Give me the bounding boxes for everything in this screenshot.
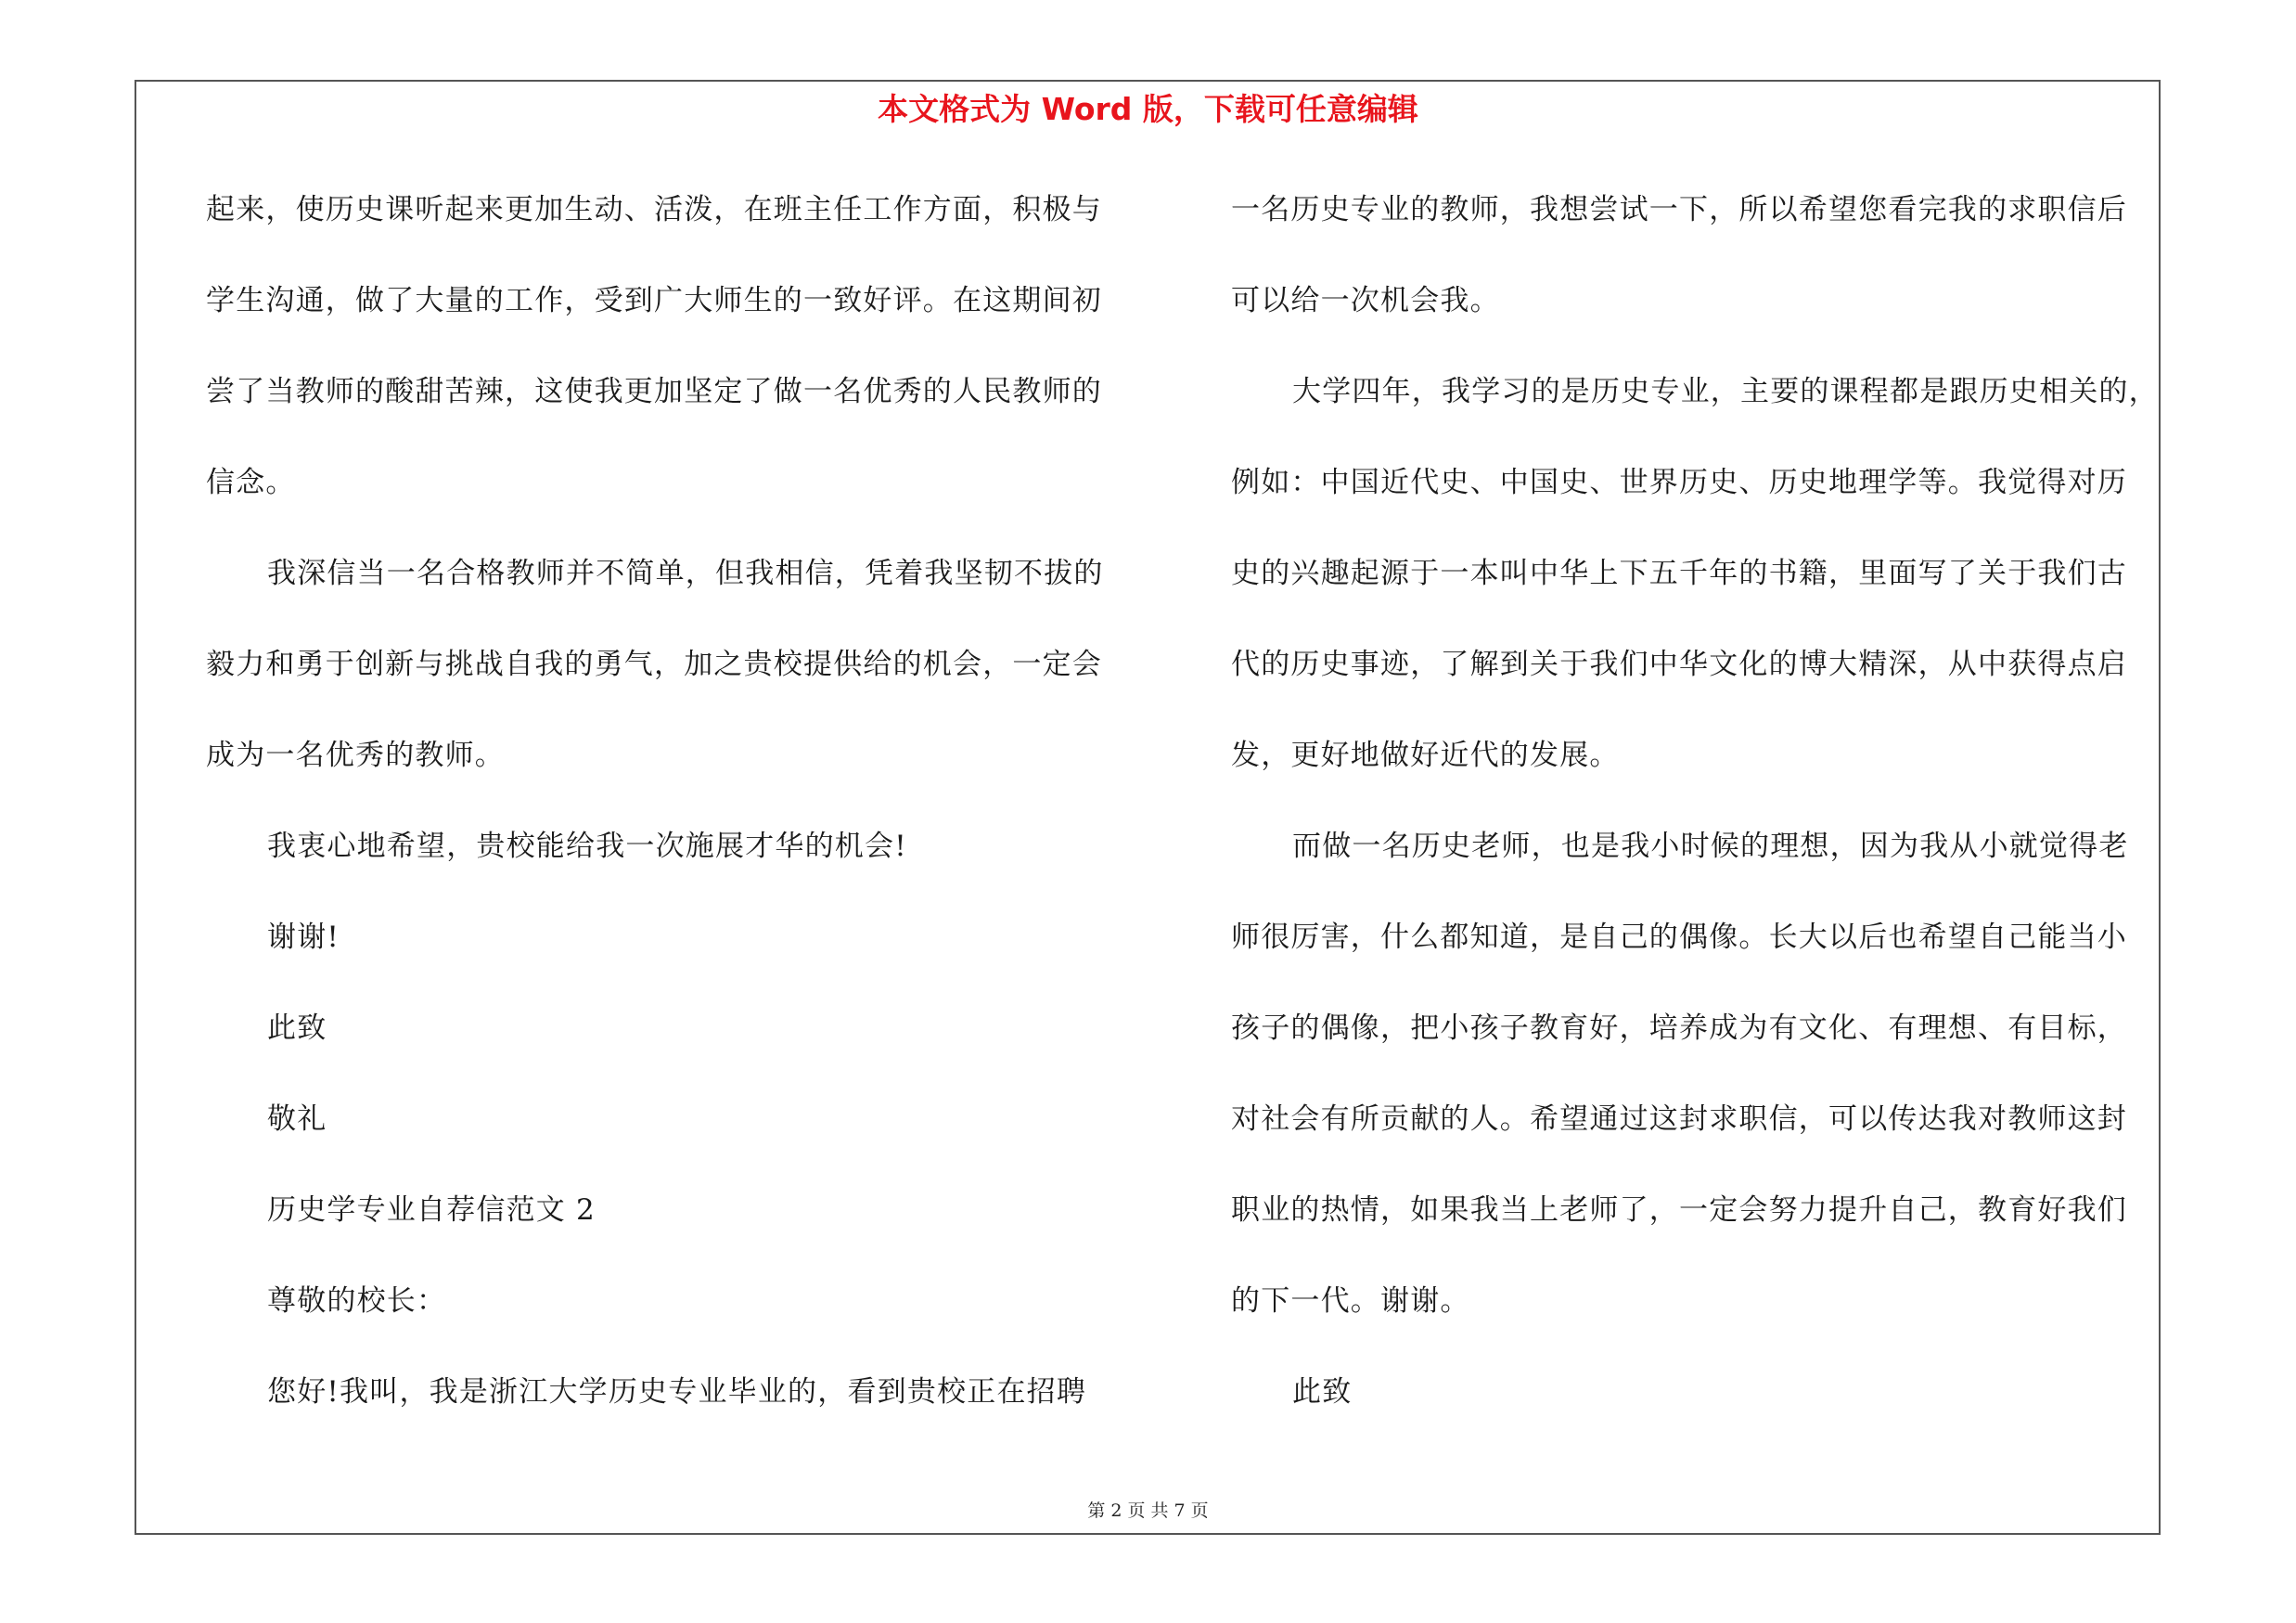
section-heading: 历史学专业自荐信范文 2 [267,1193,596,1227]
left-text-column [206,182,1134,1455]
text-line: 职业的热情，如果我当上老师了，一定会努力提升自己，教育好我们 [1231,1193,2127,1227]
text-line: 对社会有所贡献的人。希望通过这封求职信，可以传达我对教师这封 [1231,1102,2127,1136]
text-line: 毅力和勇于创新与挑战自我的勇气，加之贵校提供给的机会，一定会 [206,648,1102,681]
text-line: 我深信当一名合格教师并不简单，但我相信，凭着我坚韧不拔的 [267,557,1104,590]
text-line: 而做一名历史老师，也是我小时候的理想，因为我从小就觉得老 [1292,830,2129,863]
text-line: 孩子的偶像，把小孩子教育好，培养成为有文化、有理想、有目标， [1231,1011,2127,1045]
text-line: 成为一名优秀的教师。 [206,739,505,772]
text-line: 我衷心地希望，贵校能给我一次施展才华的机会! [267,830,907,863]
text-line: 代的历史事迹，了解到关于我们中华文化的博大精深，从中获得点启 [1231,648,2127,681]
text-line: 发，更好地做好近代的发展。 [1231,739,1620,772]
text-line: 史的兴趣起源于一本叫中华上下五千年的书籍，里面写了关于我们古 [1231,557,2127,590]
format-banner: 本文格式为 Word 版，下载可任意编辑 [878,91,1418,127]
right-text-column [1231,182,2159,1455]
text-line: 例如：中国近代史、中国史、世界历史、历史地理学等。我觉得对历 [1231,466,2127,499]
text-line: 起来，使历史课听起来更加生动、活泼，在班主任工作方面，积极与 [206,193,1102,226]
text-line: 可以给一次机会我。 [1231,284,1500,317]
text-line: 信念。 [206,466,296,499]
salutation: 尊敬的校长： [267,1284,447,1318]
text-line: 大学四年，我学习的是历史专业，主要的课程都是跟历史相关的， [1292,375,2159,408]
text-line: 谢谢! [267,921,340,954]
text-line: 学生沟通，做了大量的工作，受到广大师生的一致好评。在这期间初 [206,284,1102,317]
text-line: 师很厉害，什么都知道，是自己的偶像。长大以后也希望自己能当小 [1231,921,2127,954]
text-line: 此致 [1292,1375,1353,1409]
text-line: 的下一代。谢谢。 [1231,1284,1470,1318]
text-line: 尝了当教师的酸甜苦辣，这使我更加坚定了做一名优秀的人民教师的 [206,375,1102,408]
text-line: 您好!我叫，我是浙江大学历史专业毕业的，看到贵校正在招聘 [267,1375,1087,1409]
page-number-footer: 第 2 页 共 7 页 [1087,1501,1209,1521]
text-line: 敬礼 [267,1102,327,1136]
text-line: 此致 [267,1011,327,1045]
text-line: 一名历史专业的教师，我想尝试一下，所以希望您看完我的求职信后 [1231,193,2127,226]
